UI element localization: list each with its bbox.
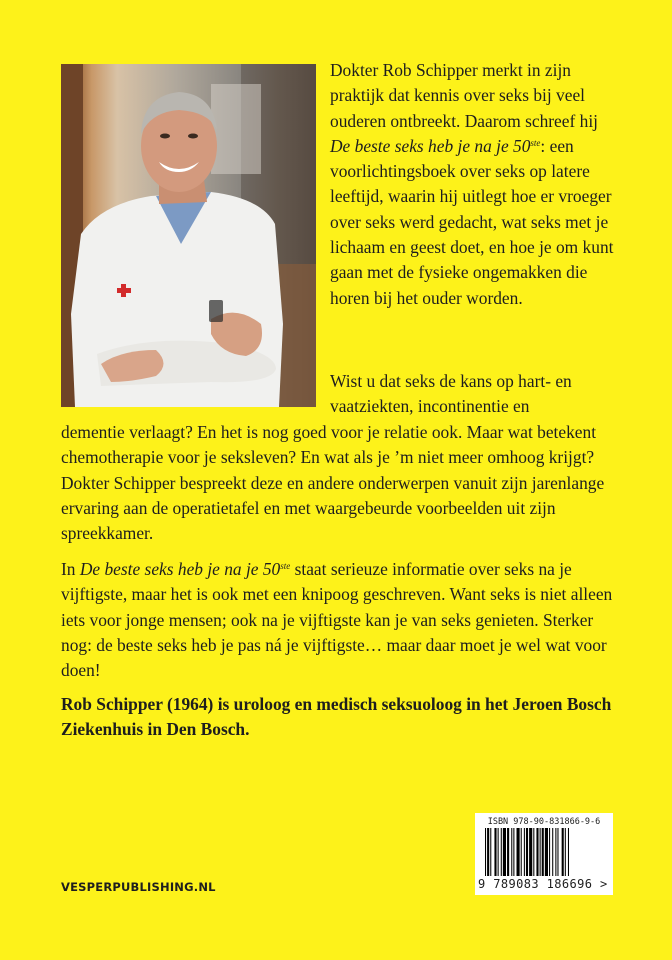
barcode-bar — [568, 828, 569, 876]
blurb-paragraph-2 — [61, 420, 616, 546]
blurb-p2-column-text: Wist u dat seks de kans op hart- en vaatziekten, incontinentie en — [330, 371, 572, 417]
barcode-bar — [536, 828, 538, 876]
publisher-website[interactable]: VESPERPUBLISHING.NL — [61, 880, 216, 894]
barcode-bar — [485, 828, 486, 876]
book-title-superscript: ste — [530, 137, 541, 148]
barcode-bar — [494, 828, 496, 876]
barcode-bar — [487, 828, 489, 876]
isbn-barcode — [475, 813, 613, 895]
barcode-bar — [565, 828, 566, 876]
blurb-p2-text: dementie verlaagt? En het is nog goed voor je relatie ook. Maar wat betekent chemotherapie voor je seksleven? En wat als je ’m niet meer omhoog krijgt? Dokter Schipper bespreekt deze en andere onderwerpen vanuit zijn jarenlange ervaring aan de operatietafel en met waargebeurde voorbeelden uit zijn spreekkamer. — [61, 422, 605, 544]
barcode-bar — [529, 828, 532, 876]
blurb-p1-lead: Dokter Rob Schipper merkt in zijn praktijk dat kennis over seks bij veel ouderen ontbreekt. Daarom schreef hij — [330, 60, 598, 131]
barcode-bar — [511, 828, 512, 876]
barcode-bar — [526, 828, 528, 876]
book-title: De beste seks heb je na je 50 — [79, 559, 281, 579]
barcode-digits: 9 789083 186696 > — [478, 877, 608, 891]
barcode-bar — [498, 828, 499, 876]
book-title: De beste seks heb je na je 50 — [330, 135, 531, 156]
author-photo-illustration — [61, 64, 316, 407]
blurb-p3-rest: staat serieuze informatie over seks na je vijftigste, maar het is ook met een knipoog geschreven. Want seks is niet alleen iets voor jonge mensen; ook na je vijftigste kan je van seks genieten. Sterker nog: de beste seks heb je pas ná je vijftigste… maar daar moet je wel wat voor doen! — [61, 559, 613, 681]
blurb-paragraph-1 — [330, 58, 615, 311]
barcode-bar — [501, 828, 502, 876]
blurb-paragraph-3 — [61, 557, 616, 683]
blurb-paragraph-2-column — [330, 369, 615, 420]
author-photo — [61, 64, 316, 407]
barcode-bar — [503, 828, 506, 876]
barcode-bar — [542, 828, 544, 876]
barcode-bar — [549, 828, 550, 876]
barcode-bar — [521, 828, 522, 876]
barcode-bar — [517, 828, 520, 876]
blurb-p1-rest: : een voorlichtingsboek over seks op latere leeftijd, waarin hij uitlegt hoe er vroeger over seks werd gedacht, wat seks met je lichaam en geest doet, en hoe je om kunt gaan met de fysieke ongemakken die horen bij het ouder worden. — [330, 135, 614, 308]
author-bio-text: Rob Schipper (1964) is uroloog en medisch seksuoloog in het Jeroen Bosch Ziekenhuis in Den Bosch. — [61, 694, 612, 740]
barcode-bars — [475, 828, 613, 878]
barcode-bar — [562, 828, 564, 876]
barcode-bar — [545, 828, 548, 876]
book-title-superscript: ste — [280, 561, 291, 571]
barcode-bar — [557, 828, 558, 876]
barcode-bar — [555, 828, 556, 876]
barcode-bar — [533, 828, 534, 876]
isbn-label: ISBN 978-90-831866-9-6 — [487, 817, 601, 827]
blurb-p3-lead: In — [61, 559, 80, 579]
barcode-bar — [490, 828, 491, 876]
barcode-bar — [524, 828, 525, 876]
barcode-bar — [540, 828, 541, 876]
barcode-bar — [552, 828, 553, 876]
barcode-bar — [507, 828, 509, 876]
author-bio — [61, 692, 616, 743]
barcode-bar — [513, 828, 514, 876]
